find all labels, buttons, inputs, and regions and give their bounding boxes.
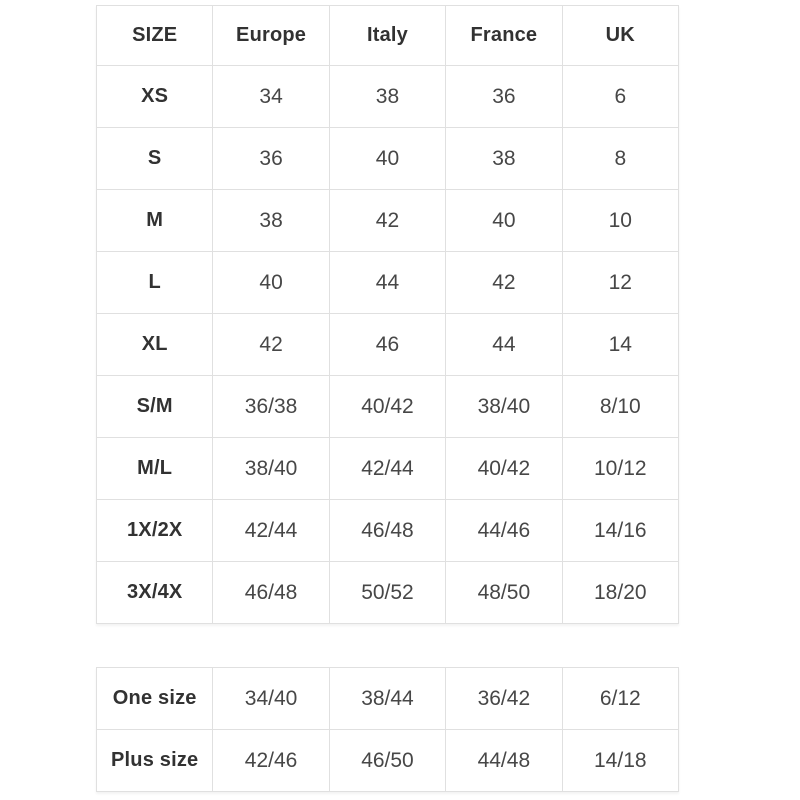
table-row: [97, 314, 679, 376]
size-value-cell: 38: [446, 128, 562, 190]
size-conversion-table: [96, 5, 679, 624]
size-label-cell: M: [97, 190, 213, 252]
size-value-cell: 36/42: [446, 668, 562, 730]
size-value-cell: 12: [562, 252, 678, 314]
size-value-cell: 38: [213, 190, 329, 252]
column-header-france: France: [446, 6, 562, 66]
table-row: [97, 562, 679, 624]
size-value-cell: 46: [329, 314, 445, 376]
size-value-cell: 48/50: [446, 562, 562, 624]
size-value-cell: 10/12: [562, 438, 678, 500]
size-value-cell: 8: [562, 128, 678, 190]
table-row: [97, 438, 679, 500]
table-row: [97, 128, 679, 190]
size-value-cell: 38/40: [213, 438, 329, 500]
size-value-cell: 10: [562, 190, 678, 252]
column-header-italy: Italy: [329, 6, 445, 66]
size-value-cell: 42: [329, 190, 445, 252]
size-value-cell: 44/48: [446, 730, 562, 792]
size-value-cell: 14/16: [562, 500, 678, 562]
column-header-size: SIZE: [97, 6, 213, 66]
size-value-cell: 14/18: [562, 730, 678, 792]
size-value-cell: 6: [562, 66, 678, 128]
table-row: [97, 730, 679, 792]
size-value-cell: 42: [213, 314, 329, 376]
size-label-cell: S/M: [97, 376, 213, 438]
size-label-cell: 1X/2X: [97, 500, 213, 562]
size-value-cell: 40: [446, 190, 562, 252]
size-label-cell: XL: [97, 314, 213, 376]
size-value-cell: 40/42: [446, 438, 562, 500]
size-label-cell: XS: [97, 66, 213, 128]
size-value-cell: 46/48: [213, 562, 329, 624]
table-row: [97, 376, 679, 438]
size-label-cell: L: [97, 252, 213, 314]
header-row: [97, 6, 679, 66]
size-value-cell: 46/50: [329, 730, 445, 792]
size-value-cell: 38/40: [446, 376, 562, 438]
size-value-cell: 34: [213, 66, 329, 128]
size-value-cell: 8/10: [562, 376, 678, 438]
column-header-europe: Europe: [213, 6, 329, 66]
size-value-cell: 6/12: [562, 668, 678, 730]
size-value-cell: 40: [329, 128, 445, 190]
size-value-cell: 18/20: [562, 562, 678, 624]
table-row: [97, 190, 679, 252]
size-label-cell: One size: [97, 668, 213, 730]
size-value-cell: 40/42: [329, 376, 445, 438]
size-value-cell: 46/48: [329, 500, 445, 562]
size-value-cell: 38/44: [329, 668, 445, 730]
table-row: [97, 500, 679, 562]
column-header-uk: UK: [562, 6, 678, 66]
size-value-cell: 36/38: [213, 376, 329, 438]
table-row: [97, 66, 679, 128]
size-value-cell: 36: [213, 128, 329, 190]
table-row: [97, 668, 679, 730]
size-label-cell: Plus size: [97, 730, 213, 792]
size-value-cell: 34/40: [213, 668, 329, 730]
one-size-plus-size-table: [96, 667, 679, 792]
size-value-cell: 44/46: [446, 500, 562, 562]
size-label-cell: 3X/4X: [97, 562, 213, 624]
size-value-cell: 50/52: [329, 562, 445, 624]
table-row: [97, 252, 679, 314]
size-value-cell: 40: [213, 252, 329, 314]
size-label-cell: S: [97, 128, 213, 190]
size-value-cell: 44: [446, 314, 562, 376]
secondary-table-body: [97, 668, 679, 792]
size-value-cell: 42/46: [213, 730, 329, 792]
size-value-cell: 42/44: [329, 438, 445, 500]
size-value-cell: 38: [329, 66, 445, 128]
size-value-cell: 14: [562, 314, 678, 376]
size-table-body: [97, 66, 679, 624]
size-value-cell: 42: [446, 252, 562, 314]
size-value-cell: 36: [446, 66, 562, 128]
size-value-cell: 44: [329, 252, 445, 314]
size-label-cell: M/L: [97, 438, 213, 500]
size-value-cell: 42/44: [213, 500, 329, 562]
